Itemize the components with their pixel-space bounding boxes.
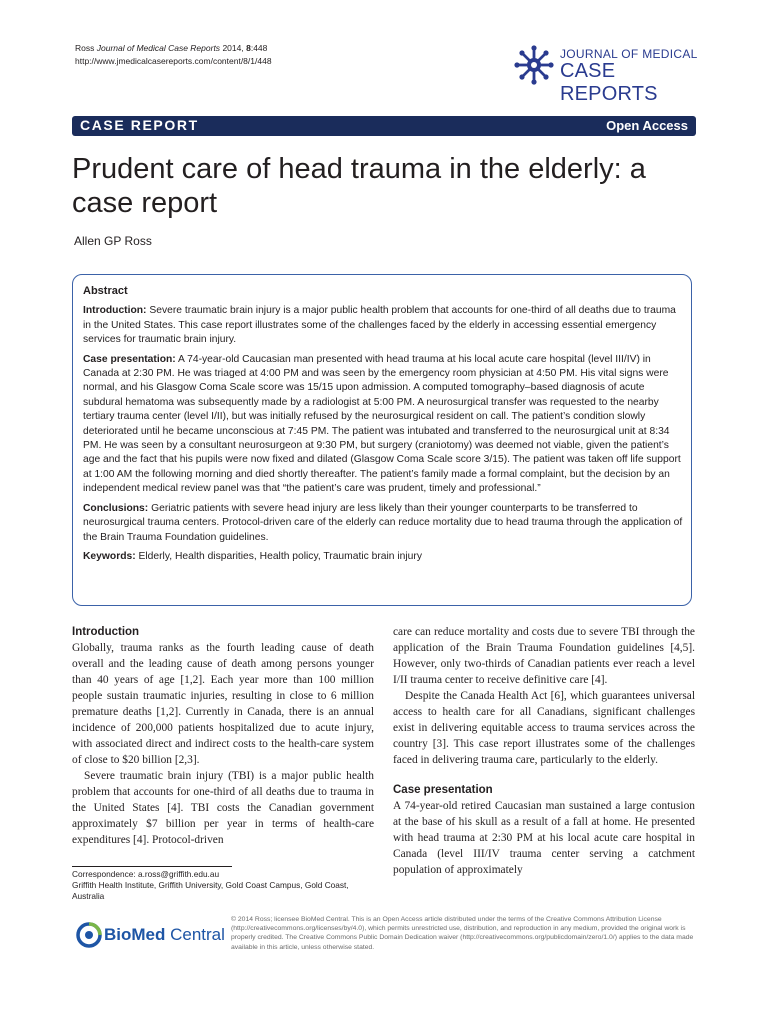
citation-line	[75, 42, 272, 55]
open-access-label: Open Access	[606, 118, 688, 133]
article-url[interactable]: http://www.jmedicalcasereports.com/content/8/1/448	[75, 56, 272, 66]
abstract-section-text: A 74-year-old Caucasian man presented with head trauma at his local acute care hospital (level III/IV) in Canada at 2:30 PM. He was triaged at 4:00 PM and was seen by the emergency room physician at 4:50 PM. His vital signs were normal, and his Glasgow Coma Scale score was 15/15 upon admission. A computed tomography–based diagnosis of acute subdural hematoma was subsequently made by a radiologist at 5:00 PM. A neurosurgical transfer was requested to the nearby tertiary trauma center (level I/II), but was initially refused by the neurosurgical resident on call. The patient’s condition slowly deteriorated until he became unconscious at 7:45 PM. The patient was intubated and transferred to the neurosurgical unit at 8:34 PM. He was seen by a consultant neurosurgeon at 9:30 PM, but surgery (craniotomy) was deemed not viable, given the patient’s age and the fact that his pupils were now fixed and dilated (Glasgow Coma Scale score 3/15). The patient was taken off life support at 1:00 AM the following morning and died shortly thereafter. The patient’s family made a formal complaint, but the decision by an independent medical review panel was that “the patient’s care was prudent, timely and professional.”	[83, 353, 681, 495]
abstract-content	[83, 284, 683, 569]
article-author: Allen GP Ross	[74, 234, 152, 248]
article-title: Prudent care of head trauma in the elderly: a case report	[72, 153, 646, 219]
abstract-section-label: Keywords:	[83, 550, 136, 562]
citation-journal: Journal of Medical Case Reports	[96, 43, 221, 53]
logo-line-1: JOURNAL OF MEDICAL	[560, 47, 698, 61]
correspondence-email[interactable]: Correspondence: a.ross@griffith.edu.au	[72, 869, 220, 879]
intro-paragraph-4: Despite the Canada Health Act [6], which guarantees universal access to health care for all Canadians, significant challenges exist in delivering equitable access to trauma services across the country [3]. This case report illustrates some of the challenges faced in delivering trauma care, particularly to the elderly.	[393, 690, 695, 766]
journal-emblem-icon	[512, 43, 556, 87]
citation-volume: 8	[246, 43, 251, 53]
license-text: © 2014 Ross; licensee BioMed Central. This is an Open Access article distributed under the terms of the Creative Commons Attribution License (http://creativecommons.org/licenses/by/4.0), which permits unrestricted use, distribution, and reproduction in any medium, provided the original work is properly credited. The Creative Commons Public Domain Dedication waiver (http://creativecommons.org/publicdomain/zero/1.0/) applies to the data made available in this article, unless otherwise stated.	[231, 916, 694, 951]
abstract-conclusions	[83, 502, 683, 545]
abstract-section-label: Conclusions:	[83, 502, 149, 514]
citation-article: :448	[250, 43, 268, 53]
abstract-box	[72, 274, 692, 606]
correspondence-divider	[72, 866, 232, 867]
journal-logo	[512, 43, 702, 105]
publisher-logo	[76, 922, 226, 948]
citation-year: 2014,	[222, 43, 244, 53]
correspondence	[72, 869, 372, 902]
intro-paragraph-2: Severe traumatic brain injury (TBI) is a major public health problem that accounts for one-third of all deaths due to trauma in the United States [4]. TBI costs the Canadian government approximately $7 billion per year in terms of health-care expenditures [4]. Protocol-driven	[72, 770, 374, 846]
abstract-section-text: Geriatric patients with severe head injury are less likely than their younger counterparts to be transferred to neurosurgical trauma centers. Protocol-driven care of the elderly can reduce mortality due to head trauma through the application of the Brain Trauma Foundation guidelines.	[83, 502, 683, 543]
body-left-column	[72, 624, 374, 848]
abstract-section-text: Severe traumatic brain injury is a major public health problem that accounts for one-third of all deaths due to trauma in the United States. This case report illustrates some of the challenges faced by the elderly in accessing essential emergency services for traumatic brain injury.	[83, 305, 676, 346]
abstract-case-presentation	[83, 353, 683, 497]
abstract-introduction	[83, 304, 683, 347]
introduction-heading: Introduction	[72, 626, 140, 638]
body-right-column	[393, 624, 695, 878]
abstract-heading: Abstract	[83, 285, 128, 297]
abstract-section-label: Case presentation:	[83, 353, 176, 365]
biomed-central-swirl-icon	[76, 922, 102, 948]
publisher-name-bold: BioMed	[104, 925, 166, 944]
publisher-name	[104, 925, 225, 945]
case-paragraph-1: A 74-year-old retired Caucasian man sustained a large contusion at the base of his skull as a result of a fall at home. He presented with head trauma at 2:30 PM at his local acute care hospital in Canada (level III/IV trauma center serving a catchment population of approximately	[393, 800, 695, 876]
case-presentation-heading: Case presentation	[393, 784, 493, 796]
abstract-section-text: Elderly, Health disparities, Health policy, Traumatic brain injury	[135, 550, 422, 562]
intro-paragraph-3: care can reduce mortality and costs due to severe TBI through the application of the Brain Trauma Foundation guidelines [4,5]. However, only two-thirds of Canadian patients ever reach a level I/II trauma center to receive definitive care [4].	[393, 626, 695, 686]
abstract-section-label: Introduction:	[83, 305, 147, 317]
article-type-label: CASE REPORT	[80, 117, 199, 133]
publisher-name-rest: Central	[165, 925, 225, 944]
logo-line-2: CASE REPORTS	[560, 60, 658, 105]
running-head	[75, 42, 272, 68]
correspondence-affiliation: Griffith Health Institute, Griffith University, Gold Coast Campus, Gold Coast, Australia	[72, 880, 349, 901]
abstract-keywords	[83, 550, 683, 564]
article-type-banner	[72, 116, 696, 136]
citation-author: Ross	[75, 43, 95, 53]
intro-paragraph-1: Globally, trauma ranks as the fourth leading cause of death overall and the leading cause of death among persons younger than 40 years of age [1,2]. Each year more than 100 million people sustain traumatic injuries, resulting in close to 6 million premature deaths [1,2]. Currently in Canada, there is an annual incidence of 200,000 patients hospitalized due to acute injury, with associated direct and indirect costs to the health-care system of close to $20 billion [2,3].	[72, 642, 374, 766]
